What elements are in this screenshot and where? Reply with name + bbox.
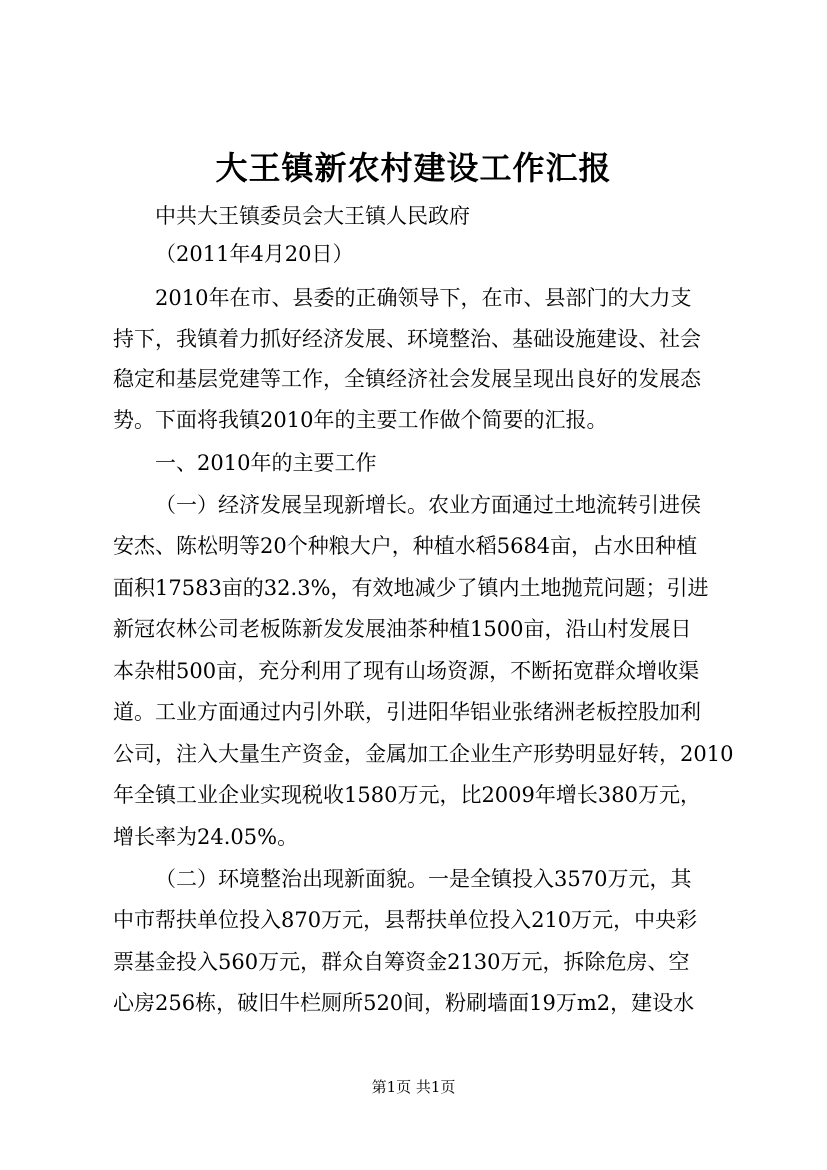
- paragraph-line: 中市帮扶单位投入870万元，县帮扶单位投入210万元，中央彩: [113, 908, 698, 932]
- paragraph-line: 新冠农林公司老板陈新发发展油茶种植1500亩，沿山村发展日: [113, 617, 692, 641]
- paragraph-line: 2010年在市、县委的正确领导下，在市、县部门的大力支: [155, 286, 692, 310]
- author-line: 中共大王镇委员会大王镇人民政府: [155, 204, 470, 228]
- paragraph-line: 持下，我镇着力抓好经济发展、环境整治、基础设施建设、社会: [113, 327, 701, 351]
- date-line: （2011年4月20日）: [155, 242, 354, 266]
- paragraph-line: 本杂柑500亩，充分利用了现有山场资源，不断拓宽群众增收渠: [113, 659, 700, 683]
- paragraph-line: 公司，注入大量生产资金，金属加工企业生产形势明显好转，2010: [113, 742, 734, 766]
- paragraph-line: 心房256栋，破旧牛栏厕所520间，粉刷墙面19万m2，建设水: [113, 991, 695, 1015]
- paragraph-line: 稳定和基层党建等工作，全镇经济社会发展呈现出良好的发展态: [113, 367, 701, 391]
- paragraph-line: 安杰、陈松明等20个种粮大户，种植水稻5684亩，占水田种植: [113, 534, 698, 558]
- paragraph-line: 增长率为24.05%。: [113, 825, 299, 849]
- document-title: 大王镇新农村建设工作汇报: [215, 149, 612, 187]
- paragraph-line: 年全镇工业企业实现税收1580万元，比2009年增长380万元，: [113, 783, 701, 807]
- paragraph-line: 票基金投入560万元，群众自筹资金2130万元，拆除危房、空: [113, 950, 690, 974]
- paragraph-line: 道。工业方面通过内引外联，引进阳华铝业张绪洲老板控股加利: [113, 700, 701, 724]
- page-footer: 第1页 共1页: [371, 1078, 456, 1096]
- paragraph-line: 面积17583亩的32.3%，有效地减少了镇内土地抛荒问题；引进: [113, 576, 709, 600]
- section-heading: 一、2010年的主要工作: [155, 451, 377, 475]
- paragraph-line: 势。下面将我镇2010年的主要工作做个简要的汇报。: [113, 408, 608, 432]
- paragraph-line: （二）环境整治出现新面貌。一是全镇投入3570万元，其: [155, 867, 692, 891]
- paragraph-line: （一）经济发展呈现新增长。农业方面通过土地流转引进侯: [155, 493, 701, 517]
